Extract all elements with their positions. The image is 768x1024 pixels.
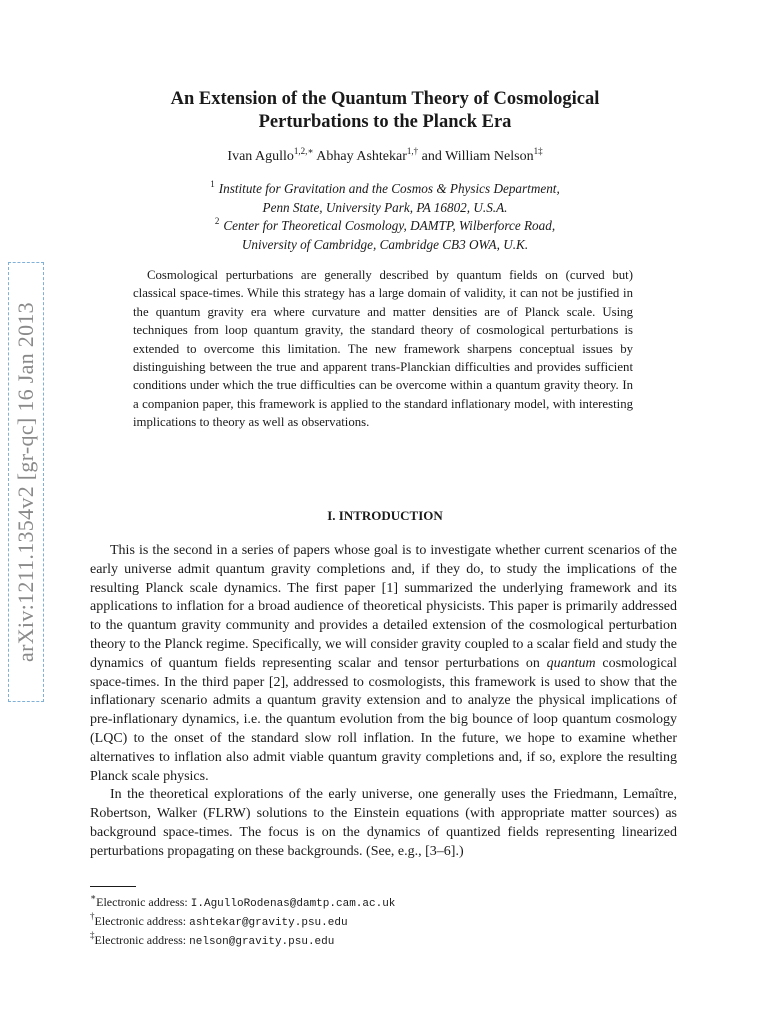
affiliation-number: 1 xyxy=(210,179,215,189)
affiliation-2 xyxy=(90,217,680,236)
footnote-mark: ‡ xyxy=(90,930,95,940)
footnotes xyxy=(90,894,680,951)
email-link[interactable]: nelson@gravity.psu.edu xyxy=(189,936,335,948)
arxiv-id: arXiv:1211.1354v2 [gr-qc] 16 Jan 2013 xyxy=(13,302,38,662)
author-list xyxy=(90,148,680,166)
title-line-2: Perturbations to the Planck Era xyxy=(258,112,512,132)
arxiv-stamp[interactable] xyxy=(8,262,44,702)
body-text xyxy=(90,542,677,862)
email-link[interactable]: ashtekar@gravity.psu.edu xyxy=(189,917,348,929)
section-heading: I. INTRODUCTION xyxy=(327,508,443,523)
paper-title xyxy=(90,88,680,134)
affiliation-text: Institute for Gravitation and the Cosmos & Physics Department, xyxy=(218,181,560,196)
author-name: Abhay Ashtekar xyxy=(316,149,407,164)
author-conjunction: and xyxy=(421,149,442,164)
footnote xyxy=(90,932,680,951)
footnote-rule xyxy=(90,886,136,887)
footnote-label: Electronic address: xyxy=(94,914,190,928)
affiliation-text: Center for Theoretical Cosmology, DAMTP, Wilberforce Road, xyxy=(223,218,556,233)
emphasis: quantum xyxy=(546,655,596,671)
paragraph: This is the second in a series of papers whose goal is to investigate whether current scenarios of the early universe admit quantum gravity completions and, if they do, to study the implications of the resulting Planck scale dynamics. The first paper [1] summarized the underlying framework and its applications to inflation for a broad audience of theoretical physicists. This paper is primarily addressed to the quantum gravity community and provides a detailed extension of the cosmological perturbation theory to the Planck regime. Specifically, we will consider gravity coupled to a scalar field and study the dynamics of quantum fields representing scalar and tensor perturbations on quantum cosmological space-times. In the third paper [2], addressed to cosmologists, this framework is used to show that the inflationary scenario admits a quantum gravity extension and to analyze the physical implications of pre-inflationary dynamics, i.e. the quantum evolution from the big bounce of loop quantum cosmology (LQC) to the onset of the standard slow roll inflation. In the future, we hope to examine whether alternatives to inflation also admit viable quantum gravity completions and, if so, explore the resulting Planck scale physics. xyxy=(90,543,677,784)
footnote xyxy=(90,894,680,913)
author-marker: 1‡ xyxy=(533,146,543,156)
author-name: Ivan Agullo xyxy=(227,149,294,164)
affiliation-text: Penn State, University Park, PA 16802, U.S.A. xyxy=(262,199,508,215)
footnote-label: Electronic address: xyxy=(96,895,191,909)
footnote-label: Electronic address: xyxy=(94,933,190,947)
footnote-mark: † xyxy=(90,911,95,921)
author-marker: 1,† xyxy=(406,146,419,156)
title-line-1: An Extension of the Quantum Theory of Cosmological xyxy=(170,89,600,109)
footnote xyxy=(90,913,680,932)
paragraph: In the theoretical explorations of the early universe, one generally uses the Friedmann, Lemaître, Robertson, Walker (FLRW) solutions to the Einstein equations (with appropriate matter sources) as background space-times. The focus is on the dynamics of quantized fields representing linearized perturbations propagating on these backgrounds. (See, e.g., [3–6].) xyxy=(90,787,677,859)
author-name: William Nelson xyxy=(445,149,534,164)
abstract: Cosmological perturbations are generally described by quantum fields on (curved but) classical space-times. While this strategy has a large domain of validity, it can not be justified in the quantum gravity era where curvature and matter densities are of Planck scale. Using techniques from loop quantum gravity, the standard theory of cosmological perturbations is extended to overcome this limitation. The new framework sharpens conceptual issues by distinguishing between the true and apparent trans-Planckian difficulties and provides sufficient conditions under which the true difficulties can be overcome within a quantum gravity theory. In a companion paper, this framework is applied to the standard inflationary model, with interesting implications to theory as well as observations. xyxy=(133,268,633,430)
affiliation-text: University of Cambridge, Cambridge CB3 OWA, U.K. xyxy=(241,236,529,252)
affiliation-number: 2 xyxy=(214,216,220,226)
email-link[interactable]: I.AgulloRodenas@damtp.cam.ac.uk xyxy=(190,898,396,910)
author-marker: 1,2,∗ xyxy=(293,146,314,156)
affiliations xyxy=(90,180,680,254)
footnote-mark: ∗ xyxy=(90,892,97,902)
affiliation-1 xyxy=(90,180,680,199)
